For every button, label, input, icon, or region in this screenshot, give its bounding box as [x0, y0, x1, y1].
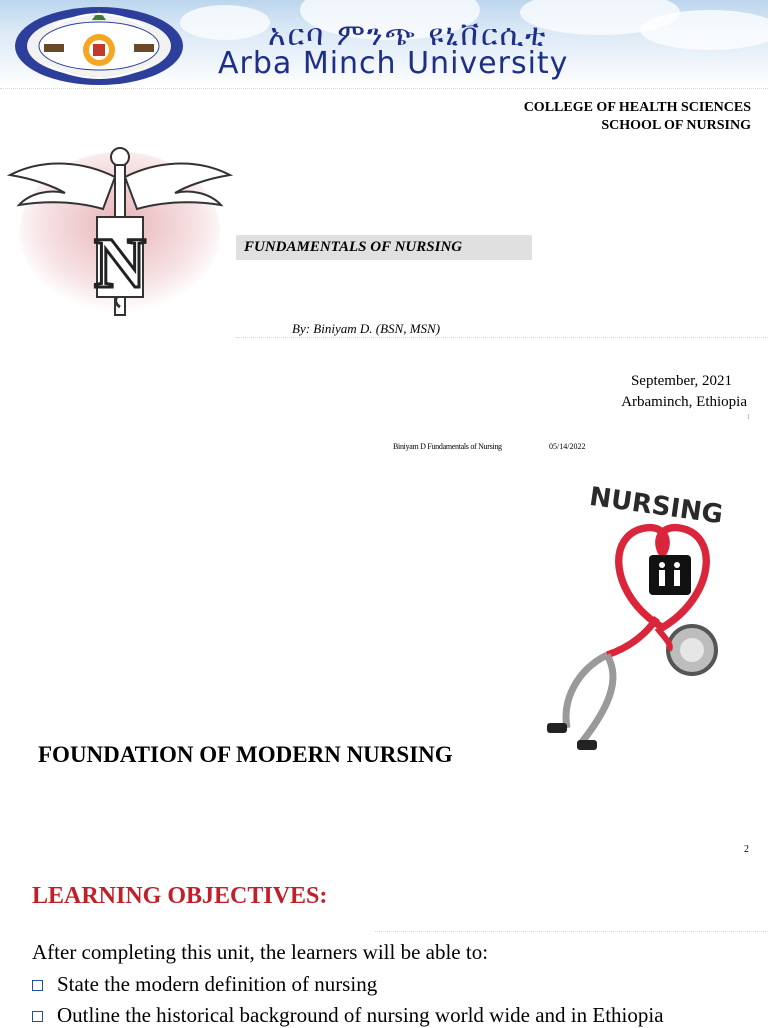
- school-name: SCHOOL OF NURSING: [601, 118, 751, 133]
- divider: [375, 931, 768, 933]
- university-name-english: Arba Minch University: [218, 46, 569, 81]
- square-bullet-icon: [32, 980, 43, 991]
- nursing-image-label: NURSING: [587, 481, 725, 531]
- page-number: 2: [744, 844, 749, 855]
- divider: [0, 88, 768, 90]
- university-seal-logo: [14, 6, 184, 86]
- nursing-stethoscope-heart-image: [537, 480, 757, 766]
- course-title: FUNDAMENTALS OF NURSING: [244, 239, 463, 255]
- university-name-amharic: አርባ ምንጭ ዩኒቨርሲቲ: [268, 18, 548, 53]
- list-item-text: State the modern definition of nursing: [57, 972, 378, 996]
- list-item: [32, 972, 377, 997]
- square-bullet-icon: [32, 1011, 43, 1022]
- author-credit: By: Biniyam D. (BSN, MSN): [292, 321, 441, 336]
- list-item-text: Outline the historical background of nursing world wide and in Ethiopia: [57, 1003, 664, 1027]
- presentation-date: September, 2021: [630, 373, 732, 389]
- slide-title: FOUNDATION OF MODERN NURSING: [38, 742, 453, 767]
- divider: [236, 337, 768, 339]
- caduceus-nursing-emblem: [5, 137, 235, 343]
- slide-footer-date: 05/14/2022: [549, 442, 586, 451]
- learning-objectives-heading: LEARNING OBJECTIVES:: [32, 883, 328, 909]
- page-number: 1: [746, 413, 750, 421]
- slide-footer: Biniyam D Fundamentals of Nursing: [393, 442, 502, 451]
- college-name: COLLEGE OF HEALTH SCIENCES: [523, 100, 751, 115]
- presentation-location: Arbaminch, Ethiopia: [621, 394, 747, 410]
- list-item: [32, 1003, 664, 1028]
- svg-text:N: N: [94, 223, 146, 303]
- objectives-intro: After completing this unit, the learners will be able to:: [32, 940, 489, 964]
